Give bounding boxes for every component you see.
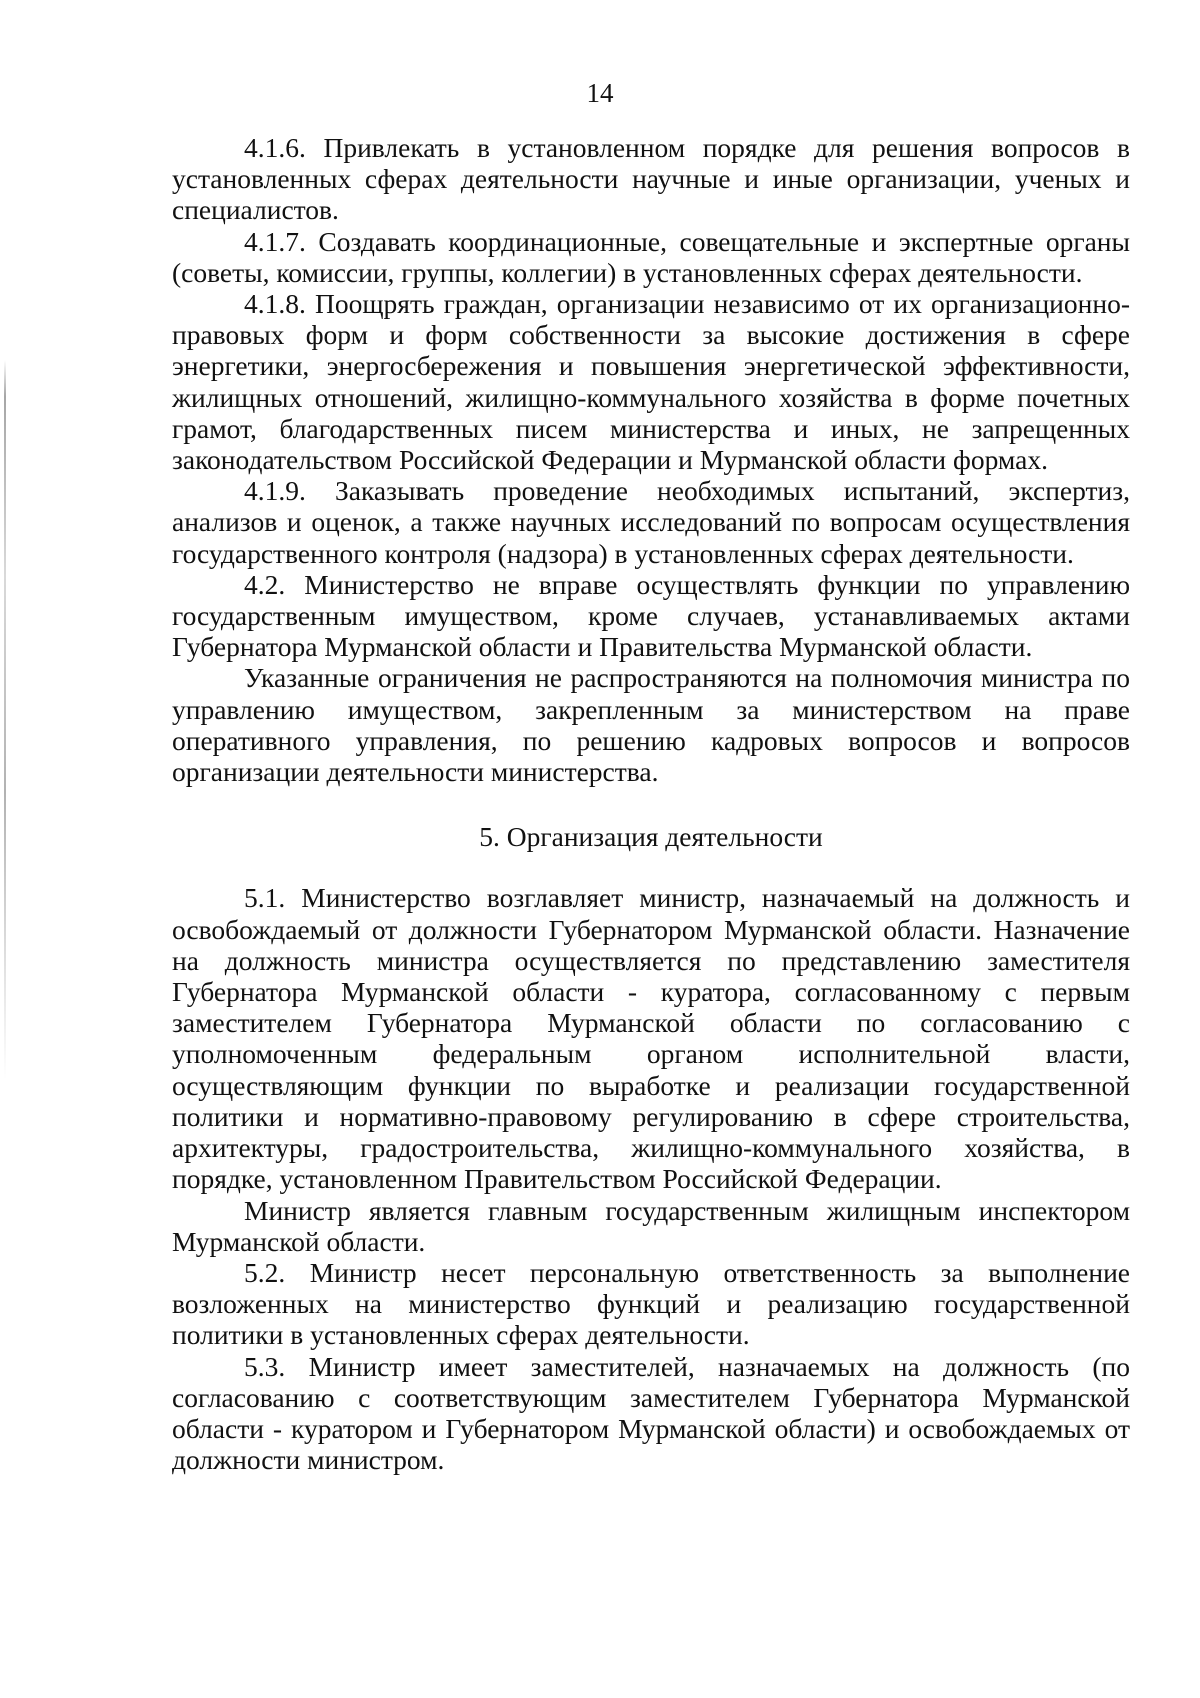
page-number: 14	[586, 78, 614, 108]
paragraph-5-3: 5.3. Министр имеет заместителей, назначаемых на должность (по согласованию с соответствующим заместителем Губернатора Мурманской области - куратором и Губернатором Мурманской области) и освобождаемых от должности министром.	[172, 1350, 1130, 1476]
paragraph-4-1-7: 4.1.7. Создавать координационные, совещательные и экспертные органы (советы, комиссии, группы, коллегии) в установленных сферах деятельности.	[172, 225, 1130, 288]
paragraph-4-2: 4.2. Министерство не вправе осуществлять функции по управлению государственным имуществом, кроме случаев, устанавливаемых актами Губернатора Мурманской области и Правительства Мурманской области.	[172, 568, 1130, 663]
paragraph-restrictions: Указанные ограничения не распространяются на полномочия министра по управлению имуществом, закрепленным за министерством на праве оперативного управления, по решению кадровых вопросов и вопросов организации деятельности министерства.	[172, 662, 1130, 788]
paragraph-4-1-9: 4.1.9. Заказывать проведение необходимых испытаний, экспертиз, анализов и оценок, а также научных исследований по вопросам осуществления государственного контроля (надзора) в установленных сферах деятельности.	[172, 475, 1130, 569]
paragraph-5-2: 5.2. Министр несет персональную ответственность за выполнение возложенных на министерство функций и реализацию государственной политики в установленных сферах деятельности.	[172, 1256, 1130, 1351]
paragraph-4-1-6: 4.1.6. Привлекать в установленном порядке для решения вопросов в установленных сферах деятельности научные и иные организации, ученых и специалистов.	[172, 132, 1130, 226]
paragraph-4-1-8: 4.1.8. Поощрять граждан, организации независимо от их организационно-правовых форм и форм собственности за высокие достижения в сфере энергетики, энергосбережения и повышения энергетической эффективности, жилищных отношений, жилищно-коммунального хозяйства в форме почетных грамот, благодарственных писем министерства и иных, не запрещенных законодательством Российской Федерации и Мурманской области формах.	[172, 288, 1130, 476]
paragraph-chief-inspector: Министр является главным государственным жилищным инспектором Мурманской области.	[172, 1194, 1130, 1257]
document-body	[172, 132, 1130, 1475]
section-heading: 5. Организация деятельности	[479, 821, 823, 853]
paragraph-5-1: 5.1. Министерство возглавляет министр, назначаемый на должность и освобождаемый от должности Губернатором Мурманской области. Назначение на должность министра осуществляется по представлению заместителя Губернатора Мурманской области - куратора, согласованному с первым заместителем Губернатора Мурманской области по согласованию с уполномоченным федеральным органом исполнительной власти, осуществляющим функции по выработке и реализации государственной политики и нормативно-правовому регулированию в сфере строительства, архитектуры, градостроительства, жилищно-коммунального хозяйства, в порядке, установленном Правительством Российской Федерации.	[172, 882, 1130, 1195]
scan-edge-mark	[4, 360, 6, 1080]
